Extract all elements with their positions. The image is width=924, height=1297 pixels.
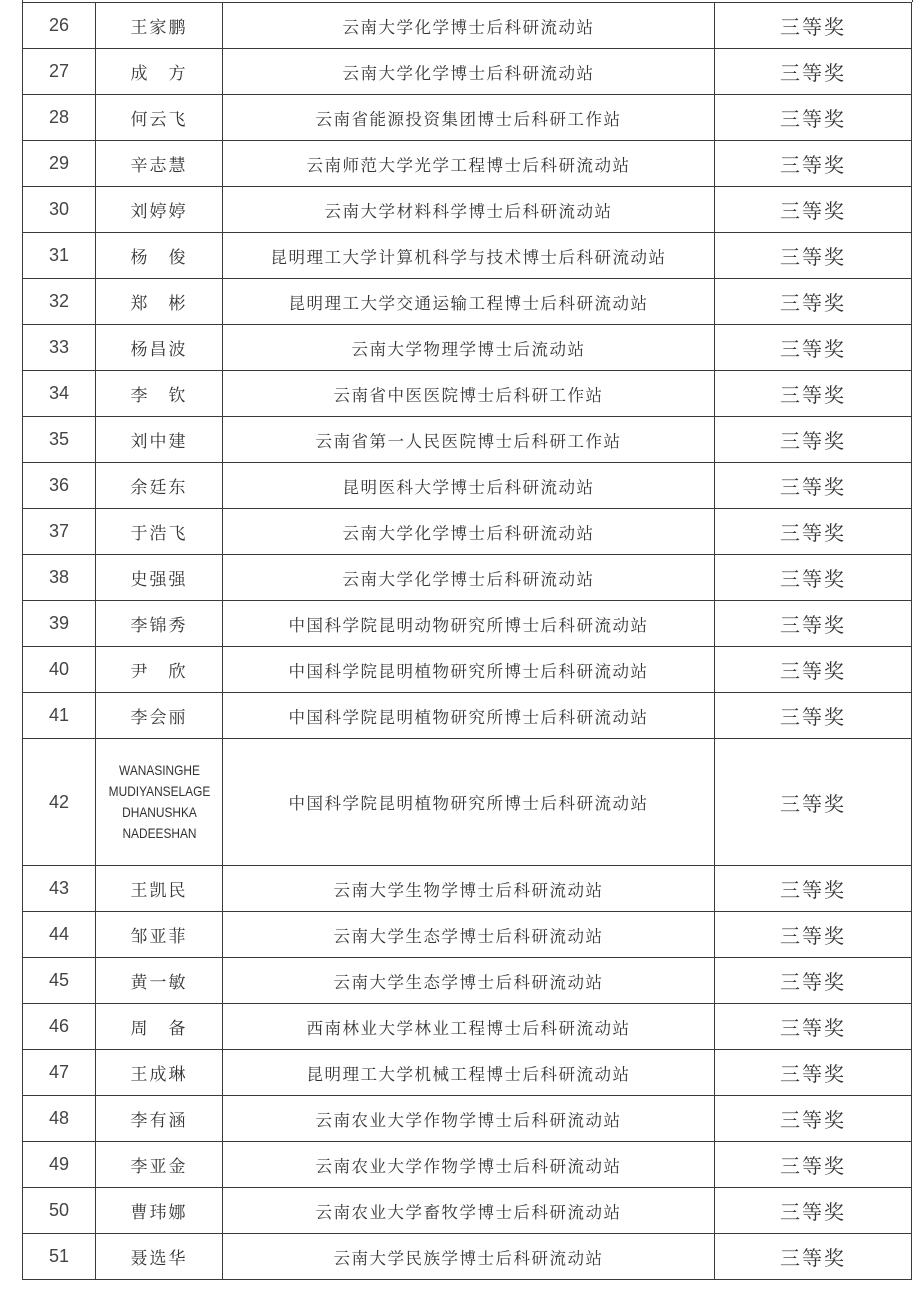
person-name: 于浩飞 [96, 509, 223, 555]
table-row [23, 739, 912, 866]
station-name: 昆明理工大学交通运输工程博士后科研流动站 [223, 279, 715, 325]
person-name: 辛志慧 [96, 141, 223, 187]
station-name: 云南大学化学博士后科研流动站 [223, 555, 715, 601]
person-name: 李亚金 [96, 1142, 223, 1188]
table-row [23, 49, 912, 95]
station-name: 云南农业大学畜牧学博士后科研流动站 [223, 1188, 715, 1234]
row-number: 33 [23, 325, 96, 371]
person-name: 李 钦 [96, 371, 223, 417]
table-row [23, 866, 912, 912]
station-name: 云南省能源投资集团博士后科研工作站 [223, 95, 715, 141]
row-number: 45 [23, 958, 96, 1004]
station-name: 云南省第一人民医院博士后科研工作站 [223, 417, 715, 463]
award-level: 三等奖 [715, 1142, 912, 1188]
award-table-body [23, 3, 912, 1280]
station-name: 中国科学院昆明植物研究所博士后科研流动站 [223, 693, 715, 739]
award-level: 三等奖 [715, 555, 912, 601]
row-number: 34 [23, 371, 96, 417]
award-level: 三等奖 [715, 1004, 912, 1050]
row-number: 27 [23, 49, 96, 95]
row-number: 47 [23, 1050, 96, 1096]
person-name: 杨 俊 [96, 233, 223, 279]
person-name: 李有涵 [96, 1096, 223, 1142]
person-name: 史强强 [96, 555, 223, 601]
award-level: 三等奖 [715, 509, 912, 555]
station-name: 云南大学材料科学博士后科研流动站 [223, 187, 715, 233]
award-level: 三等奖 [715, 417, 912, 463]
award-level: 三等奖 [715, 325, 912, 371]
award-level: 三等奖 [715, 1234, 912, 1280]
row-number: 44 [23, 912, 96, 958]
station-name: 中国科学院昆明动物研究所博士后科研流动站 [223, 601, 715, 647]
station-name: 昆明理工大学计算机科学与技术博士后科研流动站 [223, 233, 715, 279]
person-name: 黄一敏 [96, 958, 223, 1004]
row-number: 26 [23, 3, 96, 49]
table-row [23, 912, 912, 958]
table-row [23, 233, 912, 279]
award-level: 三等奖 [715, 3, 912, 49]
table-row [23, 1188, 912, 1234]
row-number: 36 [23, 463, 96, 509]
station-name: 云南大学物理学博士后流动站 [223, 325, 715, 371]
person-name: 刘婷婷 [96, 187, 223, 233]
row-number: 49 [23, 1142, 96, 1188]
station-name: 云南大学民族学博士后科研流动站 [223, 1234, 715, 1280]
row-number: 39 [23, 601, 96, 647]
table-row [23, 509, 912, 555]
award-level: 三等奖 [715, 49, 912, 95]
table-row [23, 1004, 912, 1050]
person-name: 王家鹏 [96, 3, 223, 49]
award-level: 三等奖 [715, 371, 912, 417]
row-number: 38 [23, 555, 96, 601]
row-number: 35 [23, 417, 96, 463]
award-level: 三等奖 [715, 912, 912, 958]
award-level: 三等奖 [715, 187, 912, 233]
person-name: 王成琳 [96, 1050, 223, 1096]
person-name: 李会丽 [96, 693, 223, 739]
table-row [23, 463, 912, 509]
station-name: 云南大学化学博士后科研流动站 [223, 3, 715, 49]
person-name: WANASINGHE MUDIYANSELAGE DHANUSHKA NADEESHAN [105, 739, 213, 866]
award-level: 三等奖 [715, 601, 912, 647]
row-number: 32 [23, 279, 96, 325]
row-number: 37 [23, 509, 96, 555]
table-row [23, 1050, 912, 1096]
row-number: 46 [23, 1004, 96, 1050]
table-row [23, 325, 912, 371]
person-name: 尹 欣 [96, 647, 223, 693]
award-level: 三等奖 [715, 866, 912, 912]
table-row [23, 958, 912, 1004]
award-level: 三等奖 [715, 693, 912, 739]
station-name: 云南大学生态学博士后科研流动站 [223, 912, 715, 958]
award-level: 三等奖 [715, 279, 912, 325]
person-name: 聂选华 [96, 1234, 223, 1280]
station-name: 云南大学化学博士后科研流动站 [223, 509, 715, 555]
award-level: 三等奖 [715, 958, 912, 1004]
row-number: 28 [23, 95, 96, 141]
station-name: 西南林业大学林业工程博士后科研流动站 [223, 1004, 715, 1050]
station-name: 云南农业大学作物学博士后科研流动站 [223, 1096, 715, 1142]
person-name: 郑 彬 [96, 279, 223, 325]
table-row [23, 187, 912, 233]
award-level: 三等奖 [715, 95, 912, 141]
table-row [23, 279, 912, 325]
table-row [23, 1096, 912, 1142]
table-row [23, 3, 912, 49]
row-number: 40 [23, 647, 96, 693]
station-name: 云南省中医医院博士后科研工作站 [223, 371, 715, 417]
table-row [23, 1234, 912, 1280]
station-name: 昆明理工大学机械工程博士后科研流动站 [223, 1050, 715, 1096]
table-row [23, 1142, 912, 1188]
table-row [23, 601, 912, 647]
award-level: 三等奖 [715, 739, 912, 866]
table-row [23, 371, 912, 417]
table-row [23, 555, 912, 601]
row-number: 31 [23, 233, 96, 279]
person-name: 刘中建 [96, 417, 223, 463]
station-name: 昆明医科大学博士后科研流动站 [223, 463, 715, 509]
row-number: 43 [23, 866, 96, 912]
award-level: 三等奖 [715, 1096, 912, 1142]
table-row [23, 141, 912, 187]
row-number: 50 [23, 1188, 96, 1234]
station-name: 云南大学化学博士后科研流动站 [223, 49, 715, 95]
table-row [23, 647, 912, 693]
station-name: 中国科学院昆明植物研究所博士后科研流动站 [223, 647, 715, 693]
person-name: 余廷东 [96, 463, 223, 509]
award-level: 三等奖 [715, 1050, 912, 1096]
row-number: 42 [23, 739, 96, 866]
award-level: 三等奖 [715, 647, 912, 693]
person-name: 曹玮娜 [96, 1188, 223, 1234]
award-level: 三等奖 [715, 463, 912, 509]
station-name: 云南师范大学光学工程博士后科研流动站 [223, 141, 715, 187]
award-level: 三等奖 [715, 233, 912, 279]
table-row [23, 417, 912, 463]
row-number: 48 [23, 1096, 96, 1142]
award-level: 三等奖 [715, 1188, 912, 1234]
person-name: 何云飞 [96, 95, 223, 141]
person-name: 王凯民 [96, 866, 223, 912]
row-number: 51 [23, 1234, 96, 1280]
award-level: 三等奖 [715, 141, 912, 187]
row-number: 29 [23, 141, 96, 187]
person-name: 邹亚菲 [96, 912, 223, 958]
person-name: 杨昌波 [96, 325, 223, 371]
station-name: 云南大学生态学博士后科研流动站 [223, 958, 715, 1004]
table-row [23, 693, 912, 739]
person-name: 成 方 [96, 49, 223, 95]
row-number: 30 [23, 187, 96, 233]
award-table [22, 2, 912, 1280]
person-name: 李锦秀 [96, 601, 223, 647]
station-name: 中国科学院昆明植物研究所博士后科研流动站 [223, 739, 715, 866]
row-number: 41 [23, 693, 96, 739]
table-row [23, 95, 912, 141]
person-name: 周 备 [96, 1004, 223, 1050]
station-name: 云南大学生物学博士后科研流动站 [223, 866, 715, 912]
station-name: 云南农业大学作物学博士后科研流动站 [223, 1142, 715, 1188]
